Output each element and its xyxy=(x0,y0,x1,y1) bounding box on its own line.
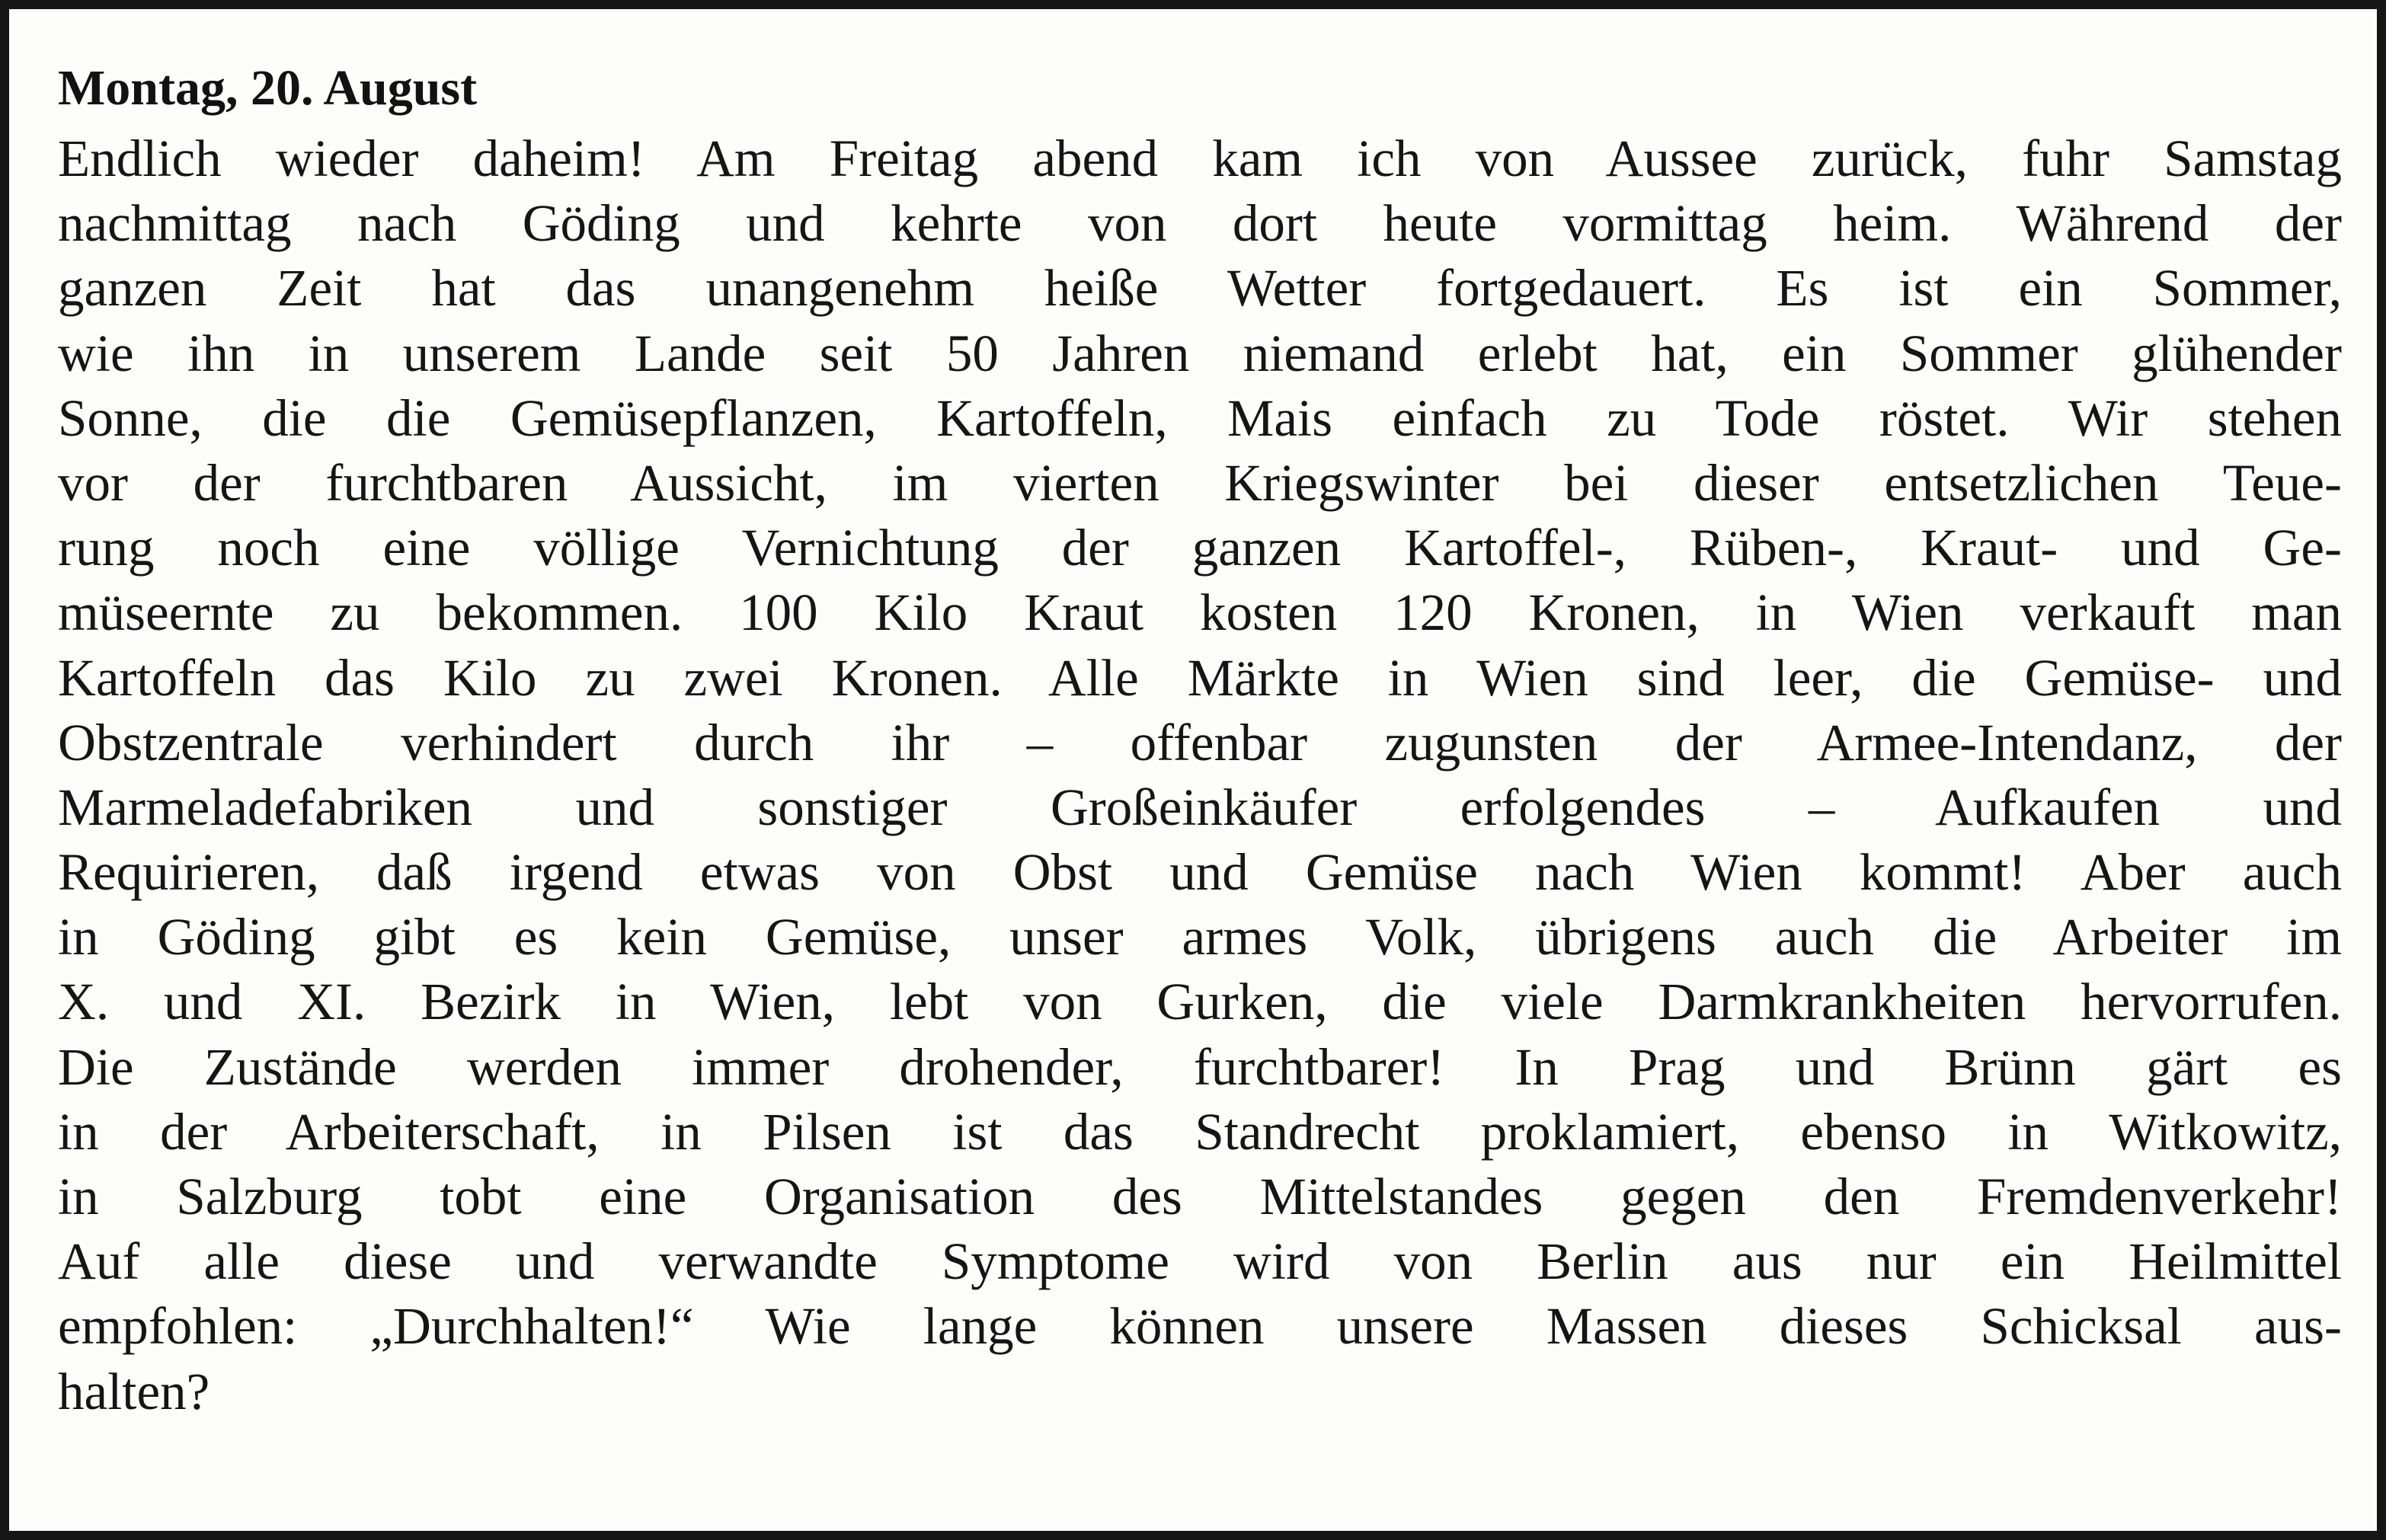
text-line: Sonne, die die Gemüsepflanzen, Kartoffeln, Mais einfach zu Tode röstet. Wir stehen xyxy=(58,388,2342,447)
text-line: in Göding gibt es kein Gemüse, unser armes Volk, übrigens auch die Arbeiter im xyxy=(58,908,2342,966)
text-line: wie ihn in unserem Lande seit 50 Jahren niemand erlebt hat, ein Sommer glühender xyxy=(58,324,2342,382)
text-line: Obstzentrale verhindert durch ihr – offenbar zugunsten der Armee-Intendanz, der xyxy=(58,713,2342,772)
text-line-last: halten? xyxy=(58,1362,210,1420)
text-line: rung noch eine völlige Vernichtung der ganzen Kartoffel-, Rüben-, Kraut- und Ge- xyxy=(58,519,2342,577)
text-line: in Salzburg tobt eine Organisation des Mittelstandes gegen den Fremdenverkehr! xyxy=(58,1168,2342,1225)
text-line: ganzen Zeit hat das unangenehm heiße Wetter fortgedauert. Es ist ein Sommer, xyxy=(58,259,2342,318)
text-line: Die Zustände werden immer drohender, furchtbarer! In Prag und Brünn gärt es xyxy=(58,1037,2342,1096)
text-line: Auf alle diese und verwandte Symptome wird von Berlin aus nur ein Heilmittel xyxy=(58,1232,2342,1291)
text-line: in der Arbeiterschaft, in Pilsen ist das Standrecht proklamiert, ebenso in Witkowitz, xyxy=(58,1102,2342,1161)
entry-body xyxy=(58,126,2342,1424)
diary-entry xyxy=(58,50,2342,1424)
text-line: Marmeladefabriken und sonstiger Großeinkäufer erfolgendes – Aufkaufen und xyxy=(58,778,2342,836)
text-line: empfohlen: „Durchhalten!“ Wie lange können unsere Massen dieses Schicksal aus- xyxy=(58,1297,2342,1356)
text-line: nachmittag nach Göding und kehrte von dort heute vormittag heim. Während der xyxy=(58,194,2342,253)
text-line: Requirieren, daß irgend etwas von Obst und Gemüse nach Wien kommt! Aber auch xyxy=(58,843,2342,902)
text-line: müseernte zu bekommen. 100 Kilo Kraut kosten 120 Kronen, in Wien verkauft man xyxy=(58,583,2342,642)
text-line: X. und XI. Bezirk in Wien, lebt von Gurken, die viele Darmkrankheiten hervorrufen. xyxy=(58,973,2342,1031)
text-line: Kartoffeln das Kilo zu zwei Kronen. Alle Märkte in Wien sind leer, die Gemüse- und xyxy=(58,648,2342,707)
text-line: Endlich wieder daheim! Am Freitag abend kam ich von Aussee zurück, fuhr Samstag xyxy=(58,129,2342,187)
text-line: vor der furchtbaren Aussicht, im vierten Kriegswinter bei dieser entsetzlichen Teue- xyxy=(58,453,2342,512)
entry-date-heading: Montag, 20. August xyxy=(58,60,478,116)
